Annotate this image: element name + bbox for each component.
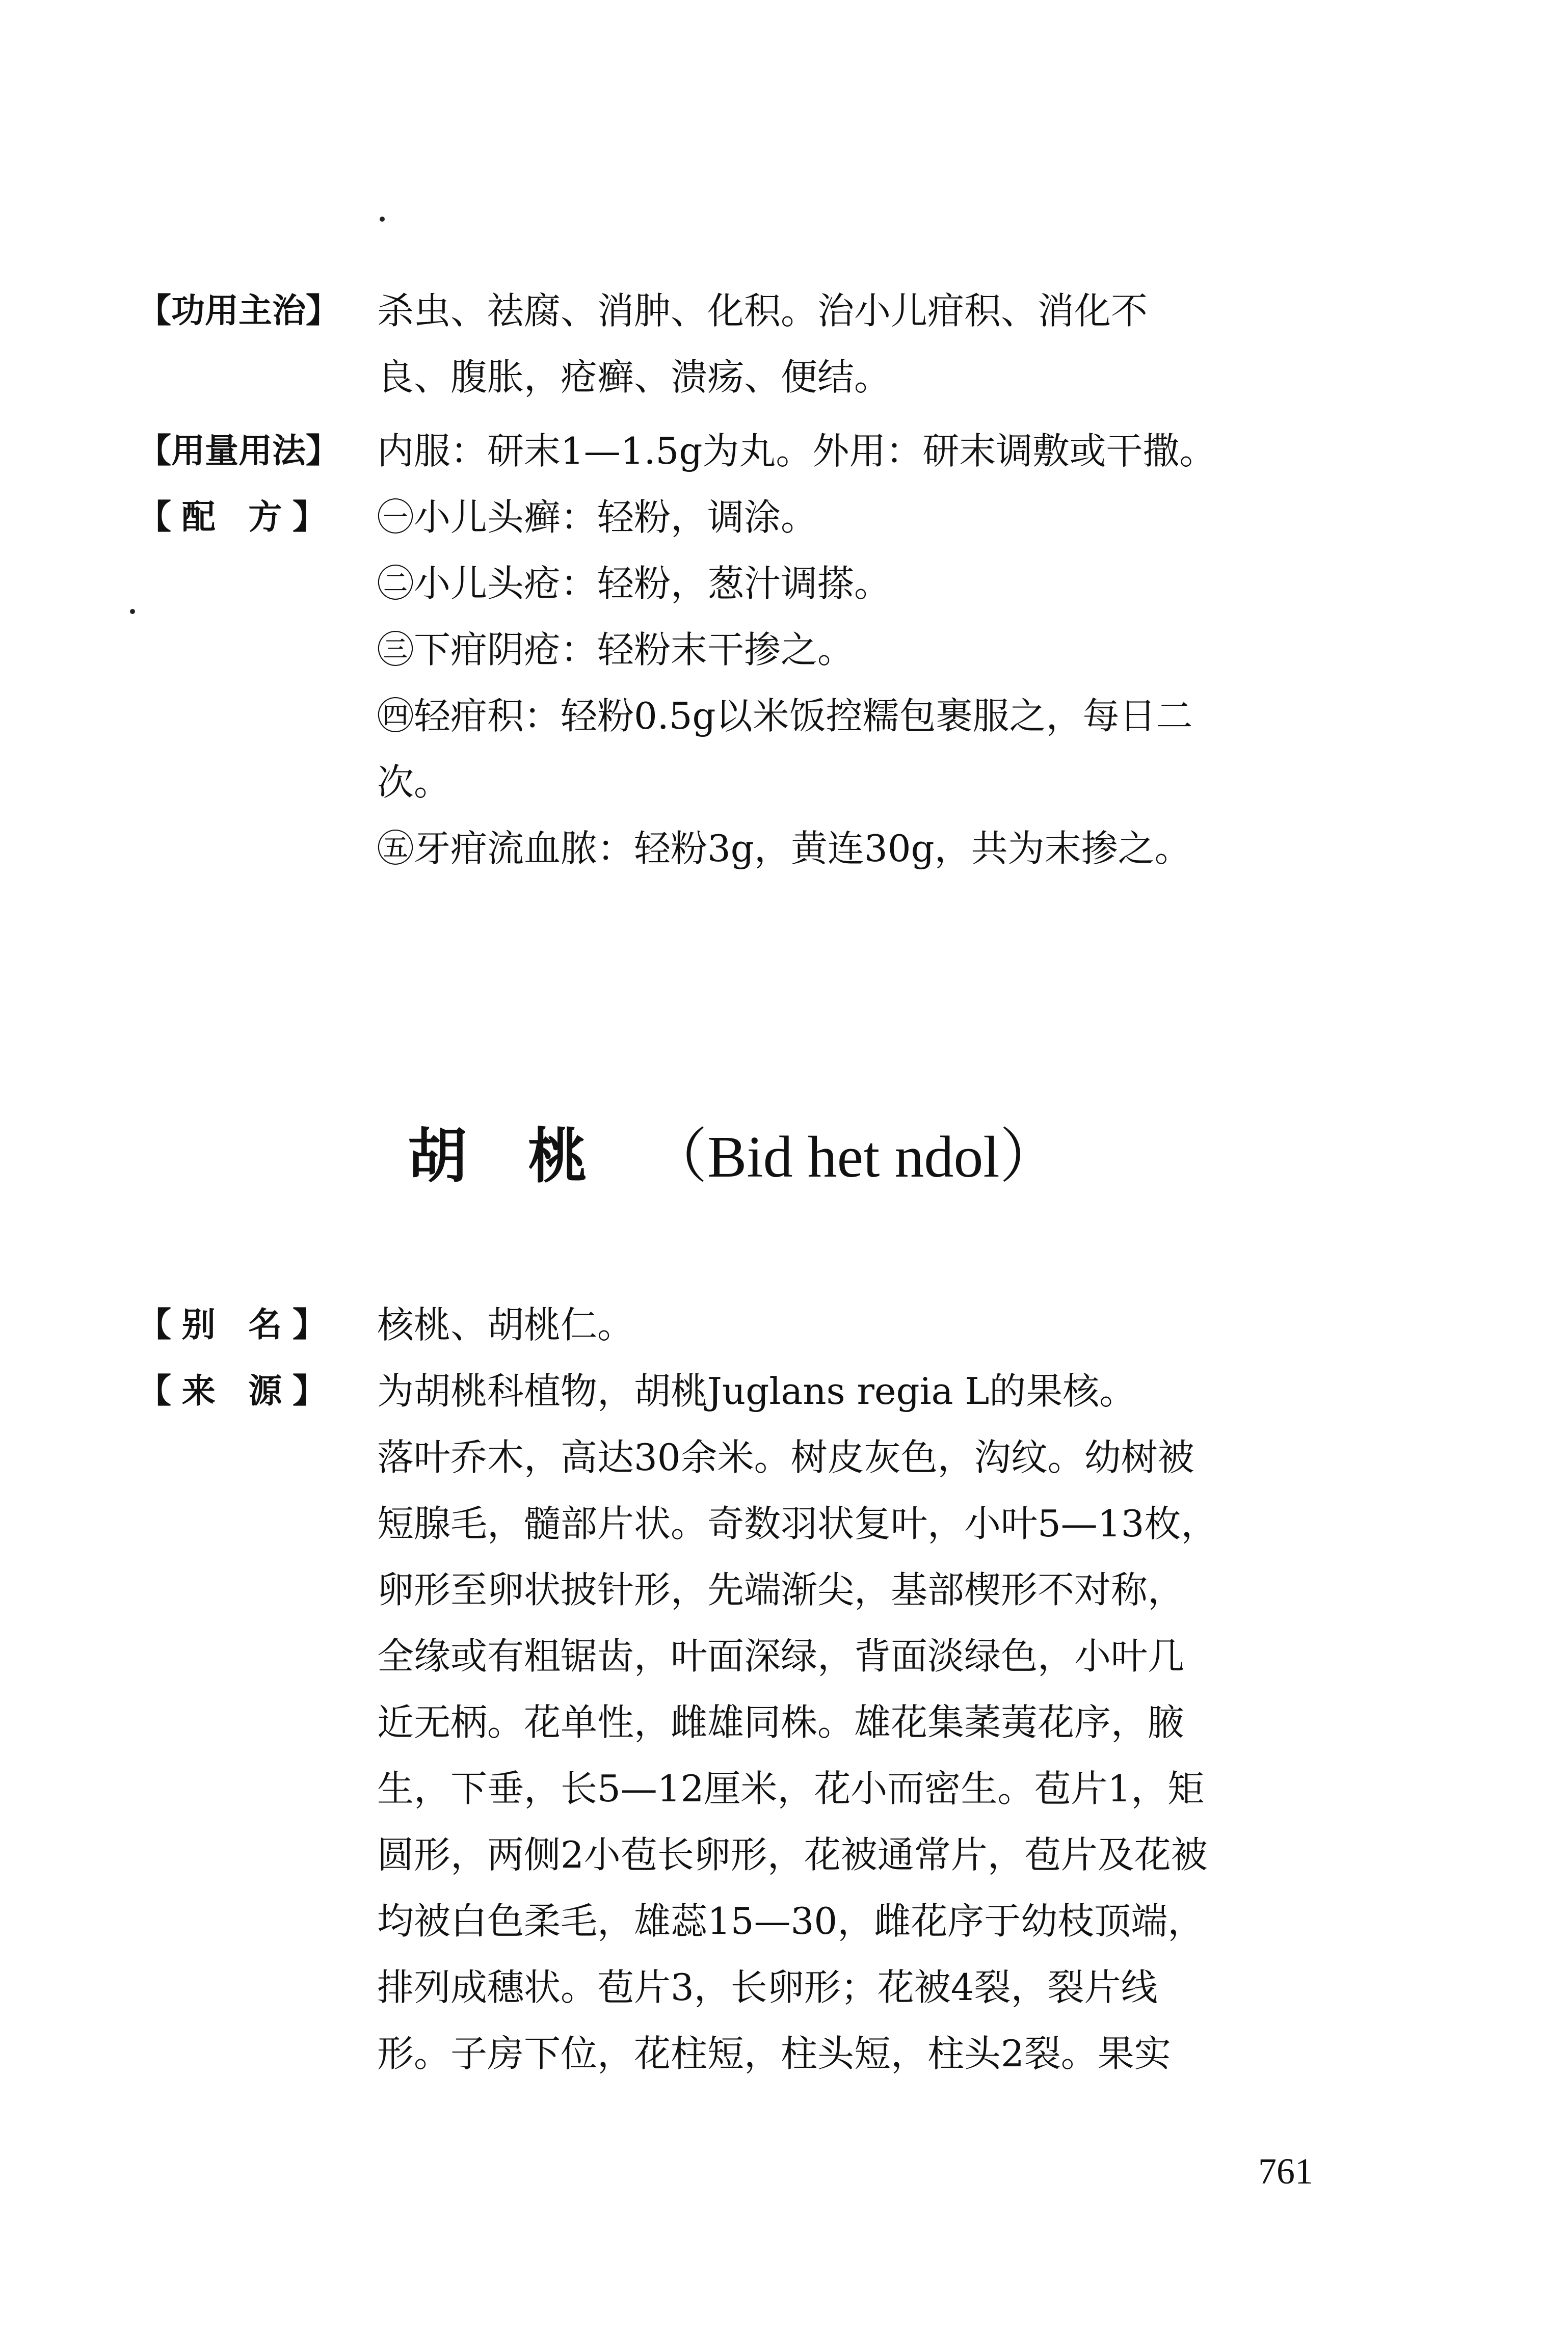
- text-line: 圆形，两侧2小苞长卵形，花被通常片，苞片及花被: [377, 1833, 1208, 1876]
- text-line: 内服：研末1—1.5g为丸。外用：研末调敷或干撒。: [377, 430, 1216, 472]
- heading-chinese: 胡桃: [408, 1122, 648, 1191]
- entry-content: [377, 484, 1391, 882]
- text-line: 形。子房下位，花柱短，柱头短，柱头2裂。果实: [377, 2032, 1171, 2075]
- entry-alias: [138, 1292, 1391, 1358]
- formula-line: ㊀小儿头癣：轻粉，调涂。: [377, 496, 818, 539]
- entry-source: [138, 1358, 1391, 2087]
- label-right: 名】: [248, 1305, 327, 1344]
- label-left: 【来: [138, 1371, 226, 1410]
- entry-content: [377, 1292, 1391, 1358]
- text-line: 良、腹胀，疮癣、溃疡、便结。: [377, 356, 891, 398]
- entry-dosage: [138, 418, 1391, 484]
- label-left: 【别: [138, 1305, 226, 1344]
- text-line: 生，下垂，长5—12厘米，花小而密生。苞片1，矩: [377, 1767, 1205, 1810]
- formula-line: 次。: [377, 761, 451, 804]
- label-right: 方】: [248, 497, 327, 537]
- entry-label: [138, 1358, 377, 1424]
- text-line: 均被白色柔毛，雄蕊15—30，雌花序于幼枝顶端，: [377, 1900, 1205, 1942]
- entry-label: 【功用主治】: [138, 291, 339, 330]
- text-line: 核桃、胡桃仁。: [377, 1303, 634, 1346]
- entry-content: [377, 1358, 1391, 2087]
- formula-line: ㊄牙疳流血脓：轻粉3g，黄连30g，共为末掺之。: [377, 827, 1191, 870]
- text-line: 杀虫、祛腐、消肿、化积。治小儿疳积、消化不: [377, 289, 1148, 332]
- speck-mark: [380, 217, 385, 222]
- text-line: 落叶乔木，高达30余米。树皮灰色，沟纹。幼树被: [377, 1436, 1194, 1479]
- label-left: 【配: [138, 497, 226, 537]
- text-line: 为胡桃科植物，胡桃Juglans regia L的果核。: [377, 1370, 1136, 1413]
- entry-label: [138, 484, 377, 550]
- text-line: 近无柄。花单性，雌雄同株。雄花集葇荑花序，腋: [377, 1701, 1185, 1744]
- entry-content: [377, 418, 1391, 484]
- text-line: 短腺毛，髓部片状。奇数羽状复叶，小叶5—13枚，: [377, 1502, 1218, 1545]
- page-number: 761: [1258, 2151, 1313, 2192]
- text-line: 全缘或有粗锯齿，叶面深绿，背面淡绿色，小叶几: [377, 1635, 1185, 1678]
- entry-label: 【用量用法】: [138, 431, 339, 470]
- label-right: 源】: [248, 1371, 327, 1410]
- formula-line: ㊁小儿头疮：轻粉，葱汁调搽。: [377, 562, 891, 605]
- entry-formula: [138, 484, 1391, 882]
- entry-label: [138, 1292, 377, 1358]
- text-line: 卵形至卵状披针形，先端渐尖，基部楔形不对称，: [377, 1568, 1185, 1611]
- section-heading: [408, 1116, 1059, 1198]
- text-line: 排列成穗状。苞片3，长卵形；花被4裂，裂片线: [377, 1966, 1158, 2009]
- heading-latin: （Bid het ndol）: [648, 1125, 1059, 1190]
- entry-content: [377, 278, 1391, 410]
- speck-mark: [130, 609, 135, 614]
- formula-line: ㊃轻疳积：轻粉0.5g以米饭控糯包裹服之，每日二: [377, 695, 1193, 737]
- formula-line: ㊂下疳阴疮：轻粉末干掺之。: [377, 628, 855, 671]
- entry-functions: [138, 278, 1391, 410]
